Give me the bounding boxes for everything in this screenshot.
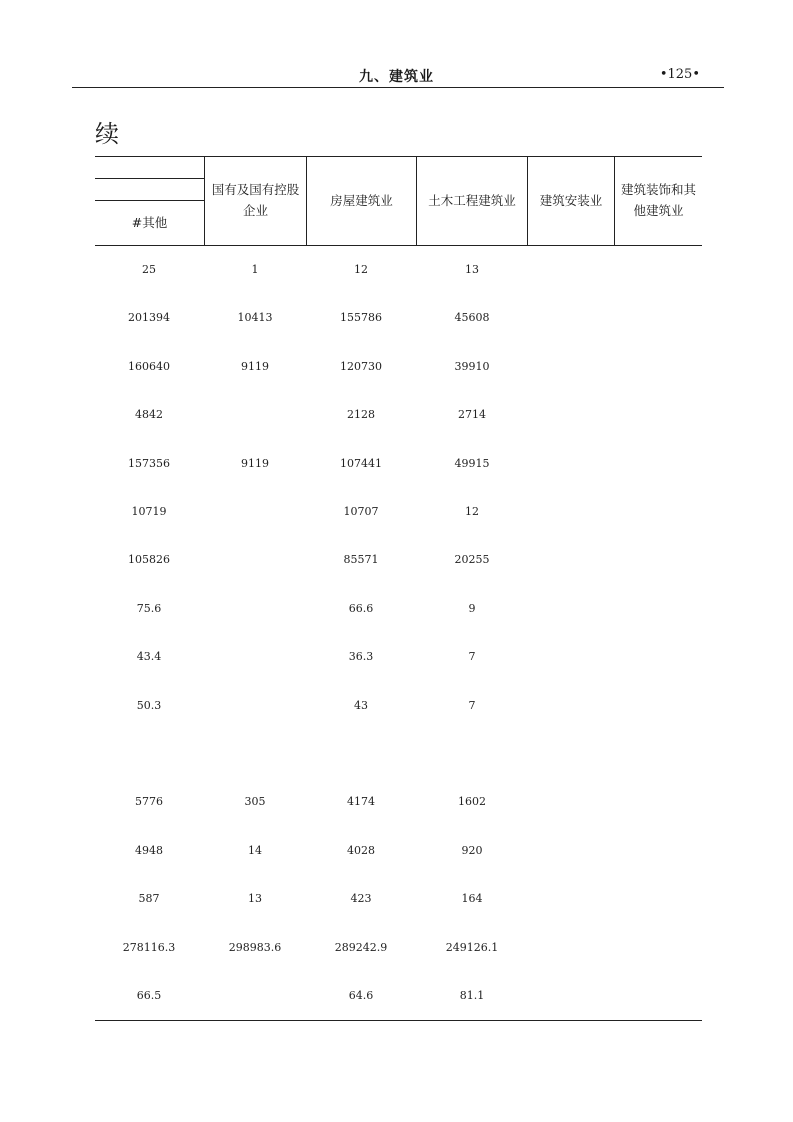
table-top-rule xyxy=(95,156,702,157)
table-cell: 66.5 xyxy=(136,989,162,1002)
table-cell: 25 xyxy=(142,263,156,276)
table-cell: 2128 xyxy=(347,408,375,421)
column-header-housing xyxy=(307,190,416,211)
stub-rule-1 xyxy=(95,178,205,179)
table-cell: 289242.9 xyxy=(334,941,388,954)
table-bottom-rule xyxy=(95,1020,702,1021)
table-cell: 75.6 xyxy=(136,602,162,615)
table-cell: 9119 xyxy=(241,360,269,373)
table-cell: 2714 xyxy=(458,408,486,421)
stub-header: #其他 xyxy=(131,215,168,230)
table-cell: 45608 xyxy=(454,311,490,324)
table-cell: 1602 xyxy=(458,795,486,808)
column-header-state-owned xyxy=(205,179,306,221)
table-cell: 298983.6 xyxy=(228,941,282,954)
table-cell: 66.6 xyxy=(348,602,374,615)
table-cell: 13 xyxy=(465,263,479,276)
column-header-installation xyxy=(528,190,614,211)
column-header-line: 土木工程建筑业 xyxy=(428,193,516,208)
table-cell: 4174 xyxy=(347,795,375,808)
table-cell: 10413 xyxy=(237,311,273,324)
table-cell: 14 xyxy=(248,844,262,857)
table-cell: 5776 xyxy=(135,795,163,808)
table-cell: 12 xyxy=(354,263,368,276)
table-cell: 10707 xyxy=(343,505,379,518)
table-cell: 201394 xyxy=(128,311,170,324)
continued-label: 续 xyxy=(95,120,119,148)
table-cell: 164 xyxy=(461,892,483,905)
table-cell: 105826 xyxy=(128,553,170,566)
table-cell: 7 xyxy=(468,650,476,663)
column-header-decoration-other xyxy=(615,179,702,221)
header-divider xyxy=(72,87,724,88)
table-cell: 10719 xyxy=(131,505,167,518)
column-header-line: 房屋建筑业 xyxy=(330,193,393,208)
table-cell: 278116.3 xyxy=(122,941,176,954)
header-bottom-rule xyxy=(95,245,702,246)
column-header-line: 建筑安装业 xyxy=(539,193,603,208)
table-cell: 4948 xyxy=(135,844,163,857)
table-cell: 13 xyxy=(248,892,262,905)
table-cell: 39910 xyxy=(454,360,490,373)
table-cell: 107441 xyxy=(340,457,382,470)
table-cell: 20255 xyxy=(454,553,490,566)
table-cell: 9119 xyxy=(241,457,269,470)
table-cell: 4028 xyxy=(347,844,375,857)
table-cell: 85571 xyxy=(343,553,379,566)
stub-rule-2 xyxy=(95,200,205,201)
table-cell: 12 xyxy=(465,505,479,518)
table-cell: 120730 xyxy=(340,360,382,373)
column-header-line: 企业 xyxy=(242,203,268,218)
table-cell: 249126.1 xyxy=(445,941,499,954)
table-cell: 64.6 xyxy=(348,989,374,1002)
table-cell: 36.3 xyxy=(348,650,374,663)
table-cell: 49915 xyxy=(454,457,490,470)
column-header-line: 建筑装饰和其 xyxy=(620,182,696,197)
table-cell: 4842 xyxy=(135,408,163,421)
page-number: •125• xyxy=(659,67,700,82)
table-cell: 50.3 xyxy=(136,699,162,712)
table-cell: 81.1 xyxy=(459,989,485,1002)
table-cell: 305 xyxy=(244,795,266,808)
column-header-civil-engineering xyxy=(417,190,527,211)
table-cell: 920 xyxy=(461,844,483,857)
table-cell: 43 xyxy=(354,699,368,712)
table-cell: 7 xyxy=(468,699,476,712)
table-cell: 160640 xyxy=(128,360,170,373)
table-cell: 1 xyxy=(251,263,259,276)
table-cell: 157356 xyxy=(128,457,170,470)
table-cell: 9 xyxy=(468,602,476,615)
page-header-title: 九、建筑业 xyxy=(359,69,434,85)
column-header-line: 他建筑业 xyxy=(633,203,684,218)
table-cell: 155786 xyxy=(340,311,382,324)
table-cell: 423 xyxy=(350,892,372,905)
table-cell: 587 xyxy=(138,892,160,905)
table-cell: 43.4 xyxy=(136,650,162,663)
column-header-line: 国有及国有控股 xyxy=(211,182,300,197)
